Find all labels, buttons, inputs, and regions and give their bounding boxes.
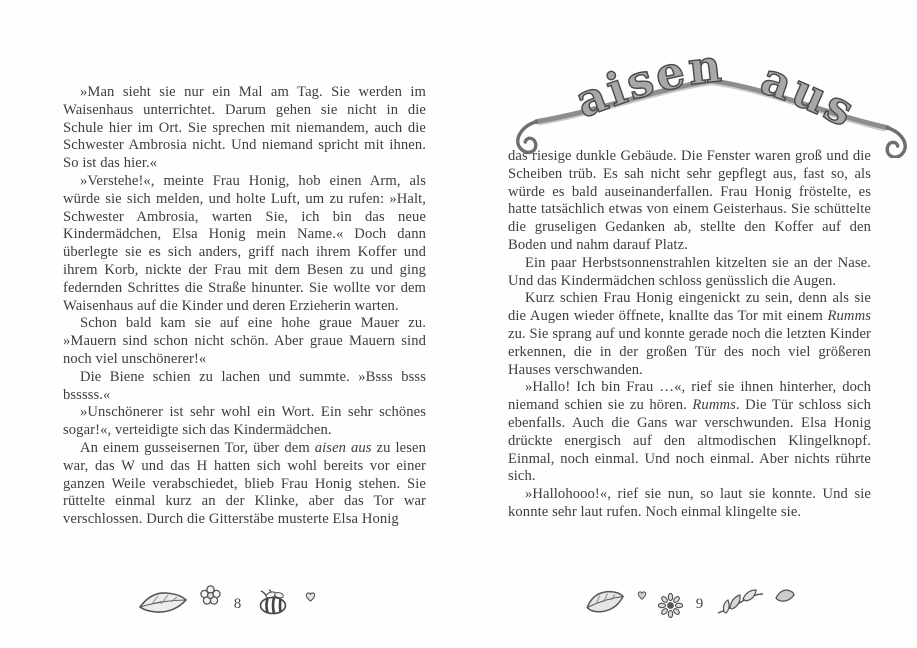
paragraph: An einem gusseisernen Tor, über dem aisen aus zu lesen war, das W und das H hatten sich wohl bereits vor einer ganzen Weile verabschiedet, blieb Frau Honig stehen. Sie rüttelte einmal kurz an der Klinke, aber das Tor war verschlossen. Durch die Gitterstäbe musterte Elsa Honig xyxy=(63,439,426,528)
paragraph: das riesige dunkle Gebäude. Die Fenster waren groß und die Scheiben trüb. Es sah nicht sehr gepflegt aus, fast so, als würde es bald auseinanderfallen. Frau Honig fröstelte, es hatte tatsächlich etwas von einem Geisterhaus. Sie schüttelte die gruseligen Gedanken ab, stellte den Koffer auf den Boden und nahm darauf Platz. xyxy=(508,148,871,253)
paragraph: »Hallohooo!«, rief sie nun, so laut sie konnte. Und sie konnte sehr laut rufen. Noch einmal klingelte sie. xyxy=(508,486,871,520)
chapter-banner-drawing xyxy=(512,26,912,158)
right-page-number: 9 xyxy=(695,595,704,612)
paragraph: Die Biene schien zu lachen und summte. »Bsss bsss bsssss.« xyxy=(63,368,426,403)
leaf-icon xyxy=(582,586,628,623)
chapter-banner-word1: aisen xyxy=(568,38,727,129)
paragraph: »Man sieht sie nur ein Mal am Tag. Sie werden im Waisenhaus unterrichtet. Darum gehen sie nicht in die Schule hier im Ort. Sie sprechen mit niemandem, auch die Schwester Ambrosia nicht. Und niemand spricht mit ihnen. So ist das hier.« xyxy=(63,84,426,172)
paragraph: Ein paar Herbstsonnenstrahlen kitzelten sie an der Nase. Und das Kindermädchen schloss genüsslich die Augen. xyxy=(508,254,871,289)
leaf-icon xyxy=(775,589,795,608)
bee-icon xyxy=(254,589,294,620)
daisy-icon xyxy=(658,593,683,623)
chapter-banner-word2: aus xyxy=(754,51,866,139)
heart-icon xyxy=(305,589,316,607)
leaf-icon xyxy=(137,588,189,621)
left-page-footer xyxy=(45,578,408,630)
paragraph: Kurz schien Frau Honig eingenickt zu sein, denn als sie die Augen wieder öffnete, knallte das Tor mit einem Rumms zu. Sie sprang auf und konnte gerade noch die letzten Kinder erkennen, die in der großen Tür des noch viel größeren Hauses verschwanden. xyxy=(508,290,871,378)
left-page-number: 8 xyxy=(233,595,242,612)
paragraph: Schon bald kam sie auf eine hohe graue Mauer zu. »Mauern sind schon nicht schön. Aber graue Mauern sind noch viel unschönerer!« xyxy=(63,315,426,367)
right-page-text xyxy=(508,148,871,522)
paragraph: »Hallo! Ich bin Frau …«, rief sie ihnen hinterher, doch niemand schien sie zu hören. Rumms. Die Tür schloss sich ebenfalls. Auch die Gans war verschwunden. Elsa Honig drückte energisch auf den altmodischen Klingelknopf. Einmal, noch einmal. Und noch einmal. Aber nichts rührte sich. xyxy=(508,379,871,485)
right-page-footer xyxy=(508,578,871,630)
paragraph: »Verstehe!«, meinte Frau Honig, hob einen Arm, als würde sie sich melden, und holte Luft, um zu rufen: »Halt, Schwester Ambrosia, warten Sie, ich bin das neue Kindermädchen, Elsa Honig mein Name.« Doch dann überlegte sie es sich anders, griff nach ihrem Koffer und ihrem Korb, nickte der Frau mit dem Besen zu und ging federnden Schrittes die Straße hinunter. Sie wollte vor dem Waisenhaus auf die Kinder und deren Erzieherin warten. xyxy=(63,172,426,314)
flower-icon xyxy=(200,585,221,611)
left-page-text xyxy=(63,84,426,529)
branch-icon xyxy=(716,586,764,623)
paragraph: »Unschönerer ist sehr wohl ein Wort. Ein sehr schönes sogar!«, verteidigte sich das Kindermädchen. xyxy=(63,404,426,439)
chapter-banner xyxy=(512,26,912,158)
heart-icon xyxy=(637,587,647,605)
